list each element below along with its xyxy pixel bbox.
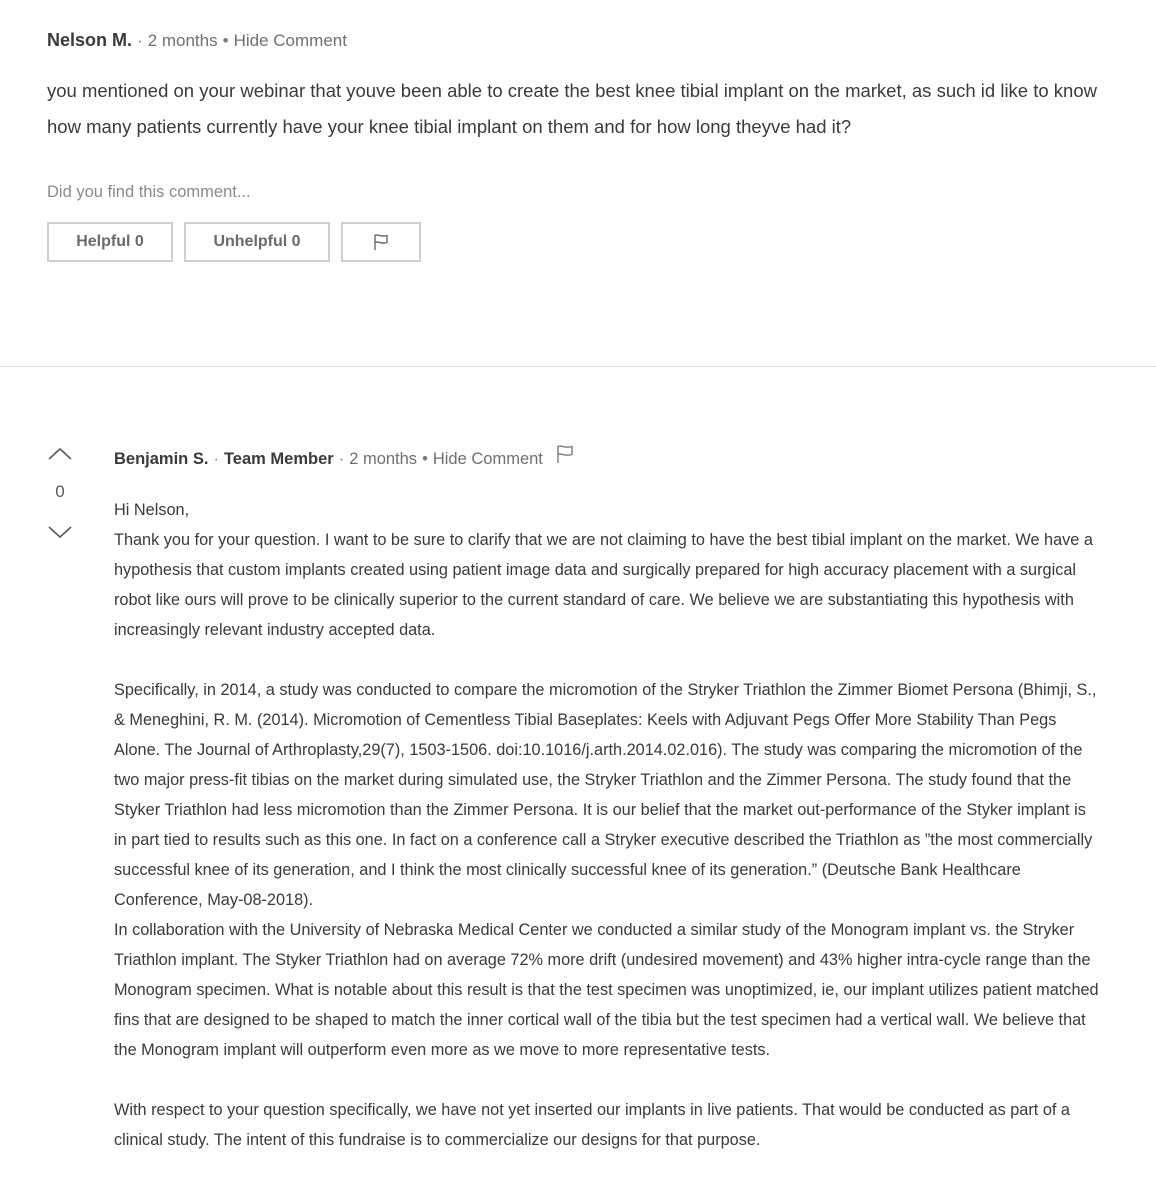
flag-button[interactable] bbox=[341, 222, 421, 262]
reply-comment bbox=[114, 444, 1099, 1155]
unhelpful-button[interactable]: Unhelpful 0 bbox=[184, 222, 330, 262]
helpful-button[interactable]: Helpful 0 bbox=[47, 222, 173, 262]
feedback-buttons bbox=[47, 222, 1107, 262]
meta-separator: • bbox=[422, 450, 428, 468]
reply-author: Benjamin S. bbox=[114, 450, 209, 468]
report-flag[interactable] bbox=[555, 444, 575, 469]
reply-time: 2 months bbox=[349, 450, 418, 468]
chevron-up-icon[interactable] bbox=[47, 446, 73, 462]
reply-paragraph: Specifically, in 2014, a study was conducted to compare the micromotion of the Stryker Triathlon the Zimmer Biomet Persona (Bhimji, S., & Meneghini, R. M. (2014). Micromotion of Cementless Tibial Baseplates: Keels with Adjuvant Pegs Offer More Stability Than Pegs Alone. The Journal of Arthroplasty,29(7), 1503-1506. doi:10.1016/j.arth.2014.02.016). The study was comparing the micromotion of the two major press-fit tibias on the market during simulated use, the Stryker Triathlon and the Zimmer Persona. The study found that the Styker Triathlon had less micromotion than the Zimmer Persona. It is our belief that the market out-performance of the Styker implant is in part tied to results such as this one. In fact on a conference call a Stryker executive described the Triathlon as ”the most commercially successful knee of its generation, and I think the most clinically successful knee of its generation.” (Deutsche Bank Healthcare Conference, May-08-2018). bbox=[114, 681, 1097, 909]
meta-separator: · bbox=[338, 450, 345, 468]
flag-icon bbox=[555, 444, 575, 464]
meta-separator: • bbox=[222, 31, 229, 50]
comment-body: you mentioned on your webinar that youve been able to create the best knee tibial implant on the market, as such id like to know how many patients currently have your knee tibial implant on them and for how long theyve had it? bbox=[47, 80, 1097, 137]
comment-author: Nelson M. bbox=[47, 30, 133, 50]
vote-count: 0 bbox=[55, 482, 65, 501]
comment-time: 2 months bbox=[147, 31, 218, 50]
reply-role: Team Member bbox=[223, 450, 334, 468]
hide-comment-link[interactable]: Hide Comment bbox=[432, 450, 543, 468]
meta-separator: · bbox=[213, 450, 219, 468]
comment-meta bbox=[47, 30, 1107, 51]
top-comment bbox=[47, 30, 1107, 262]
reply-greeting: Hi Nelson, bbox=[114, 501, 190, 519]
reply-paragraph: Thank you for your question. I want to be sure to clarify that we are not claiming to have the best tibial implant on the market. We have a hypothesis that custom implants created using patient image data and surgically prepared for high accuracy placement with a surgical robot like ours will prove to be clinically superior to the current standard of care. We believe we are substantiating this hypothesis with increasingly relevant industry accepted data. bbox=[114, 531, 1093, 639]
feedback-prompt: Did you find this comment... bbox=[47, 183, 251, 201]
meta-separator: · bbox=[137, 31, 143, 50]
chevron-down-icon[interactable] bbox=[47, 524, 73, 540]
section-divider bbox=[0, 366, 1156, 367]
reply-body bbox=[114, 495, 1099, 1155]
reply-paragraph: In collaboration with the University of Nebraska Medical Center we conducted a similar study of the Monogram implant vs. the Stryker Triathlon implant. The Styker Triathlon had on average 72% more drift (undesired movement) and 43% higher intra-cycle range than the Monogram specimen. What is notable about this result is that the test specimen was unoptimized, ie, our implant utilizes patient matched fins that are designed to be shaped to match the inner cortical wall of the tibia but the test specimen had a vertical wall. We believe that the Monogram implant will outperform even more as we move to more representative tests. bbox=[114, 921, 1099, 1059]
vote-column bbox=[44, 446, 76, 540]
flag-icon bbox=[372, 233, 390, 251]
reply-paragraph: With respect to your question specifically, we have not yet inserted our implants in live patients. That would be conducted as part of a clinical study. The intent of this fundraise is to commercialize our designs for that purpose. bbox=[114, 1101, 1070, 1149]
hide-comment-link[interactable]: Hide Comment bbox=[233, 31, 347, 50]
reply-meta bbox=[114, 444, 1099, 469]
